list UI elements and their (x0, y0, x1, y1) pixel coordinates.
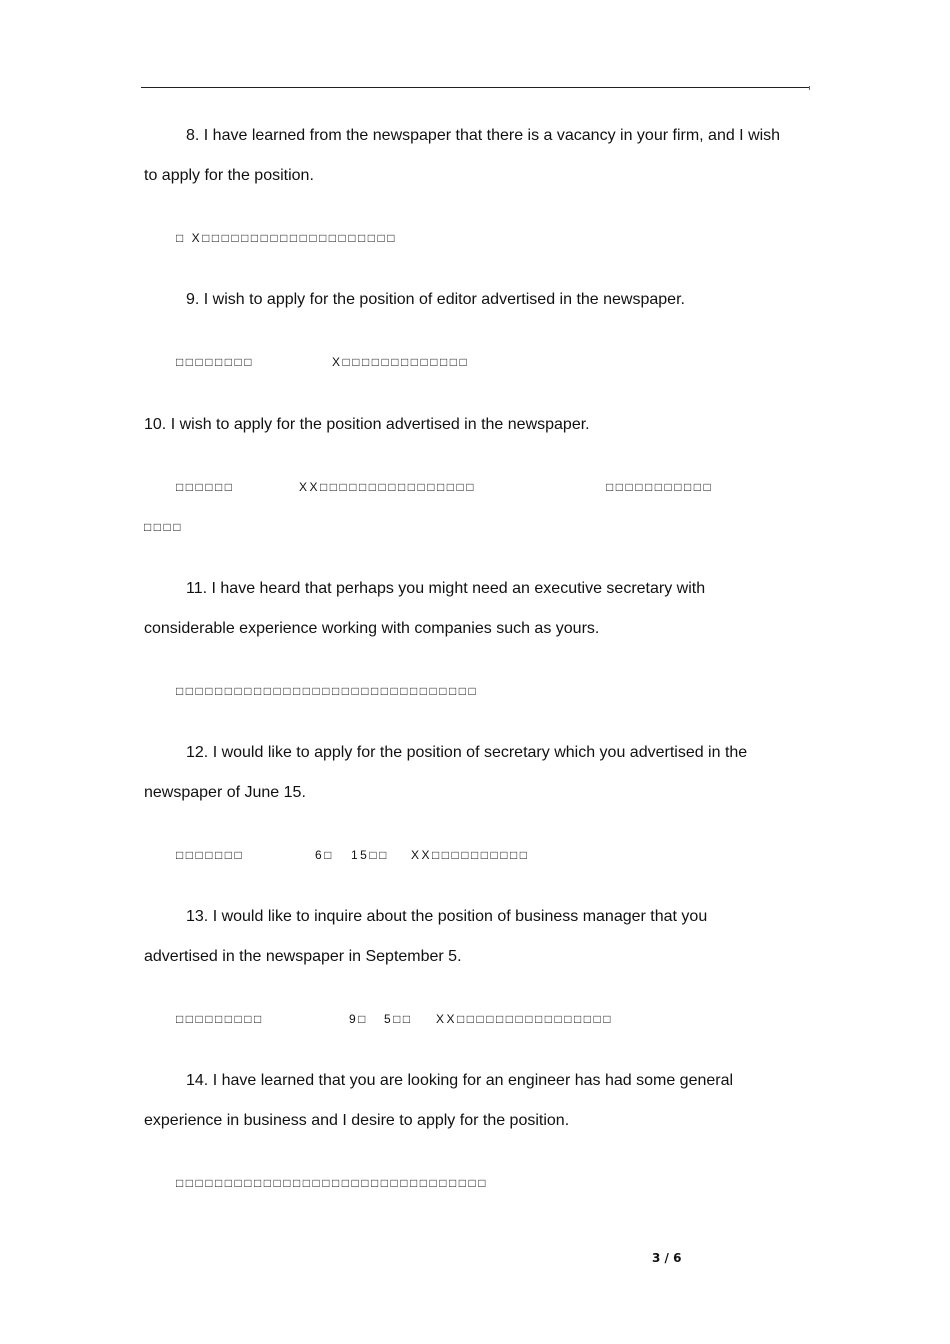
item-12-translation-a: □□□□□□□ (176, 848, 245, 862)
item-8-line-1: 8. I have learned from the newspaper that there is a vacancy in your firm, and I wish (186, 127, 781, 144)
item-9-translation-b: X□□□□□□□□□□□□□ (332, 355, 470, 369)
item-13-translation-a: □□□□□□□□□ (176, 1012, 264, 1026)
item-13-line-1: 13. I would like to inquire about the position of business manager that you (186, 908, 708, 925)
item-10-translation-a: □□□□□□ (176, 480, 235, 494)
item-12-line-2: newspaper of June 15. (144, 784, 306, 801)
item-9-translation-a: □□□□□□□□ (176, 355, 254, 369)
item-10-translation-b: XX□□□□□□□□□□□□□□□□ (299, 480, 476, 494)
item-11-line-1: 11. I have heard that perhaps you might need an executive secretary with (186, 580, 706, 597)
item-9-line-1: 9. I wish to apply for the position of editor advertised in the newspaper. (186, 291, 685, 308)
item-12-line-1: 12. I would like to apply for the position of secretary which you advertised in the (186, 744, 748, 761)
item-12-translation-b: 6□ (315, 848, 334, 862)
item-10-line-1: 10. I wish to apply for the position advertised in the newspaper. (144, 416, 590, 433)
item-13-translation-d: XX□□□□□□□□□□□□□□□□ (436, 1012, 613, 1026)
item-12-translation-d: XX□□□□□□□□□□ (411, 848, 530, 862)
item-10-translation-c: □□□□□□□□□□□ (606, 480, 714, 494)
item-13-translation-b: 9□ (349, 1012, 368, 1026)
item-14-translation: □□□□□□□□□□□□□□□□□□□□□□□□□□□□□□□□ (176, 1176, 488, 1190)
item-13-line-2: advertised in the newspaper in September 5. (144, 948, 462, 965)
item-8-line-2: to apply for the position. (144, 167, 314, 184)
item-13-translation-c: 5□□ (384, 1012, 413, 1026)
item-8-translation: □ X□□□□□□□□□□□□□□□□□□□□ (176, 231, 398, 245)
item-14-line-1: 14. I have learned that you are looking for an engineer has had some general (186, 1072, 734, 1089)
item-12-translation-c: 15□□ (351, 848, 389, 862)
item-14-line-2: experience in business and I desire to apply for the position. (144, 1112, 570, 1129)
header-rule (141, 87, 809, 88)
header-rule-mark (809, 86, 810, 90)
item-10-translation-d: □□□□ (144, 520, 183, 534)
item-11-translation: □□□□□□□□□□□□□□□□□□□□□□□□□□□□□□□ (176, 684, 479, 698)
item-11-line-2: considerable experience working with companies such as yours. (144, 620, 600, 637)
page-number: 3 / 6 (652, 1251, 682, 1265)
